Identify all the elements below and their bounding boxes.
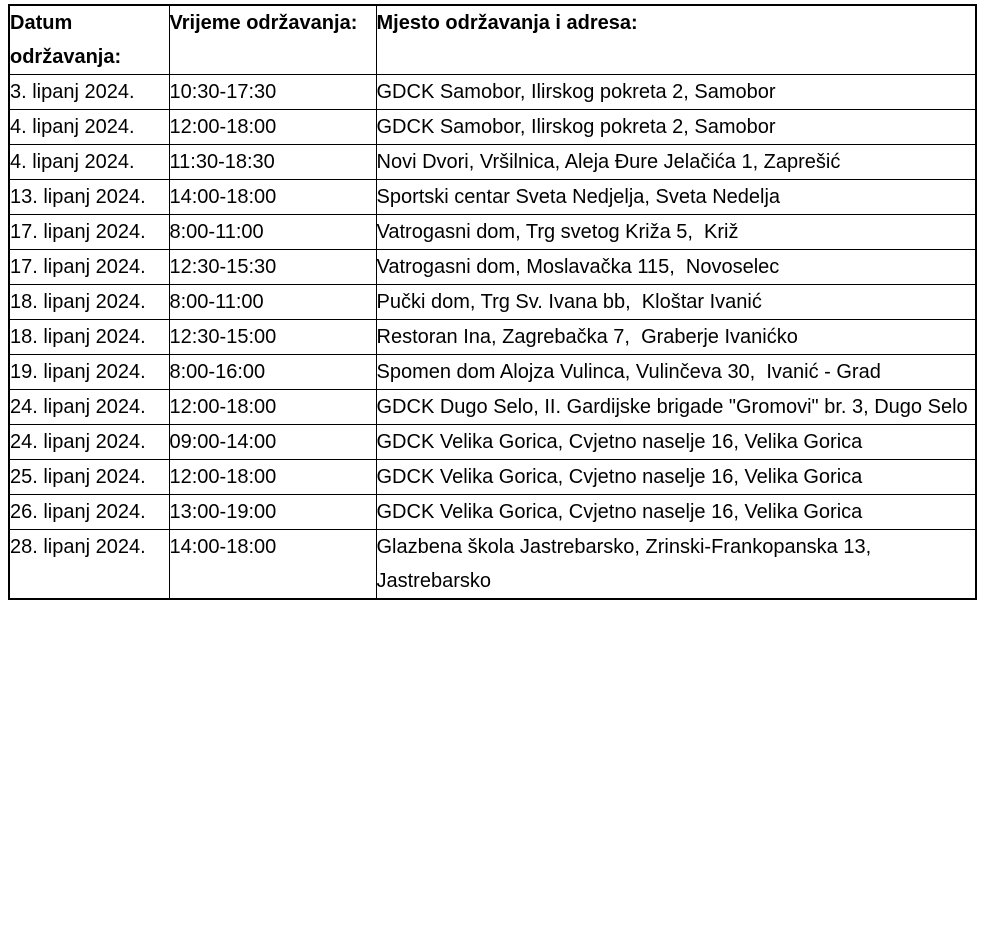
place-cell: Sportski centar Sveta Nedjelja, Sveta Nedelja bbox=[376, 180, 976, 215]
time-cell: 11:30-18:30 bbox=[169, 145, 376, 180]
date-cell: 19. lipanj 2024. bbox=[9, 355, 169, 390]
time-cell: 12:30-15:00 bbox=[169, 320, 376, 355]
table-row bbox=[9, 320, 976, 355]
col-header-place: Mjesto održavanja i adresa: bbox=[376, 5, 976, 75]
date-cell: 18. lipanj 2024. bbox=[9, 285, 169, 320]
place-cell: GDCK Samobor, Ilirskog pokreta 2, Samobor bbox=[376, 75, 976, 110]
table-row bbox=[9, 285, 976, 320]
table-row bbox=[9, 425, 976, 460]
table-row bbox=[9, 250, 976, 285]
place-cell: Spomen dom Alojza Vulinca, Vulinčeva 30, Ivanić - Grad bbox=[376, 355, 976, 390]
time-cell: 10:30-17:30 bbox=[169, 75, 376, 110]
date-cell: 26. lipanj 2024. bbox=[9, 495, 169, 530]
header-row bbox=[9, 5, 976, 75]
time-cell: 12:00-18:00 bbox=[169, 110, 376, 145]
date-cell: 4. lipanj 2024. bbox=[9, 110, 169, 145]
date-cell: 17. lipanj 2024. bbox=[9, 250, 169, 285]
table-row bbox=[9, 145, 976, 180]
place-cell: GDCK Velika Gorica, Cvjetno naselje 16, Velika Gorica bbox=[376, 460, 976, 495]
date-cell: 17. lipanj 2024. bbox=[9, 215, 169, 250]
place-cell: Pučki dom, Trg Sv. Ivana bb, Kloštar Ivanić bbox=[376, 285, 976, 320]
time-cell: 8:00-16:00 bbox=[169, 355, 376, 390]
time-cell: 12:30-15:30 bbox=[169, 250, 376, 285]
time-cell: 13:00-19:00 bbox=[169, 495, 376, 530]
schedule-table-header bbox=[9, 5, 976, 75]
date-cell: 25. lipanj 2024. bbox=[9, 460, 169, 495]
place-cell: Restoran Ina, Zagrebačka 7, Graberje Ivanićko bbox=[376, 320, 976, 355]
place-cell: Vatrogasni dom, Moslavačka 115, Novoselec bbox=[376, 250, 976, 285]
table-row bbox=[9, 215, 976, 250]
table-row bbox=[9, 460, 976, 495]
col-header-date: Datum održavanja: bbox=[9, 5, 169, 75]
date-cell: 18. lipanj 2024. bbox=[9, 320, 169, 355]
date-cell: 24. lipanj 2024. bbox=[9, 390, 169, 425]
table-row bbox=[9, 180, 976, 215]
date-cell: 3. lipanj 2024. bbox=[9, 75, 169, 110]
date-cell: 28. lipanj 2024. bbox=[9, 530, 169, 600]
table-row bbox=[9, 390, 976, 425]
place-cell: GDCK Samobor, Ilirskog pokreta 2, Samobor bbox=[376, 110, 976, 145]
time-cell: 09:00-14:00 bbox=[169, 425, 376, 460]
time-cell: 14:00-18:00 bbox=[169, 530, 376, 600]
date-cell: 24. lipanj 2024. bbox=[9, 425, 169, 460]
time-cell: 14:00-18:00 bbox=[169, 180, 376, 215]
place-cell: Vatrogasni dom, Trg svetog Križa 5, Križ bbox=[376, 215, 976, 250]
table-row bbox=[9, 530, 976, 600]
date-cell: 4. lipanj 2024. bbox=[9, 145, 169, 180]
schedule-table-body bbox=[9, 75, 976, 600]
table-row bbox=[9, 355, 976, 390]
table-row bbox=[9, 110, 976, 145]
time-cell: 8:00-11:00 bbox=[169, 215, 376, 250]
place-cell: GDCK Velika Gorica, Cvjetno naselje 16, Velika Gorica bbox=[376, 425, 976, 460]
col-header-time: Vrijeme održavanja: bbox=[169, 5, 376, 75]
place-cell: GDCK Dugo Selo, II. Gardijske brigade "Gromovi" br. 3, Dugo Selo bbox=[376, 390, 976, 425]
time-cell: 12:00-18:00 bbox=[169, 460, 376, 495]
place-cell: Glazbena škola Jastrebarsko, Zrinski-Frankopanska 13, Jastrebarsko bbox=[376, 530, 976, 600]
table-row bbox=[9, 495, 976, 530]
place-cell: Novi Dvori, Vršilnica, Aleja Đure Jelačića 1, Zaprešić bbox=[376, 145, 976, 180]
schedule-table bbox=[8, 4, 977, 600]
place-cell: GDCK Velika Gorica, Cvjetno naselje 16, Velika Gorica bbox=[376, 495, 976, 530]
date-cell: 13. lipanj 2024. bbox=[9, 180, 169, 215]
time-cell: 8:00-11:00 bbox=[169, 285, 376, 320]
time-cell: 12:00-18:00 bbox=[169, 390, 376, 425]
table-row bbox=[9, 75, 976, 110]
